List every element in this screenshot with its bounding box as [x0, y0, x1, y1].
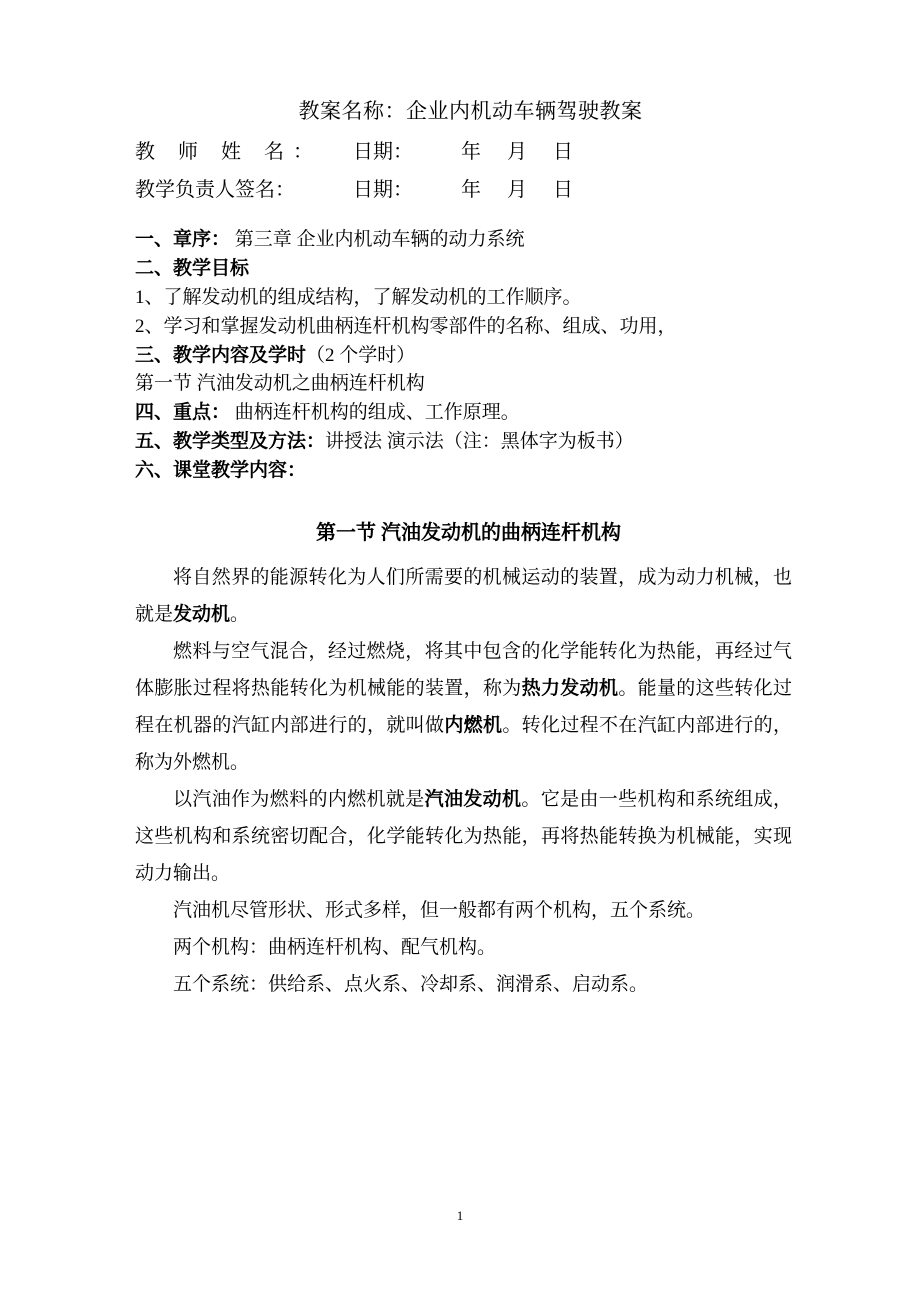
paragraph	[135, 633, 792, 781]
teacher-name-row	[135, 135, 792, 164]
outline-item-bold: 二、教学目标	[135, 257, 250, 279]
outline-item-bold: 四、重点：	[135, 402, 231, 424]
paragraph-text: 五个系统：供给系、点火系、冷却系、润滑系、启动系。	[173, 974, 649, 996]
paragraph-text: 两个机构：曲柄连杆机构、配气机构。	[173, 937, 497, 959]
outline-item-bold: 五、教学类型及方法：	[135, 431, 326, 453]
supervisor-signature-label: 教学负责人签名：	[135, 179, 295, 201]
paragraph	[135, 966, 792, 1003]
paragraph-text: 将自然界的能源转化为人们所需要的机械运动的装置，成为动力机械，也就是	[135, 566, 792, 625]
teacher-name-label: 教 师 姓 名：	[135, 141, 322, 163]
outline-item	[135, 457, 792, 486]
outline-item-bold: 三、教学内容及学时	[135, 344, 307, 366]
body-paragraphs	[135, 559, 792, 1004]
page-title: 教案名称：企业内机动车辆驾驶教案	[298, 99, 643, 123]
emphasized-term: 热力发动机	[521, 678, 619, 700]
paragraph	[135, 929, 792, 966]
supervisor-date-day: 日	[553, 179, 573, 201]
supervisor-date-month: 月	[507, 179, 527, 201]
outline-item-rest: 讲授法 演示法（注：黑体字为板书）	[325, 431, 634, 453]
paragraph-text: 。	[230, 603, 250, 625]
outline-item	[135, 342, 792, 371]
teacher-date-day: 日	[553, 141, 573, 163]
outline-item-bold: 一、章序：	[135, 229, 231, 250]
paragraph-text: 。能量的这些转化过程在机器的汽缸内部进行的，就叫做	[135, 678, 792, 737]
outline-item	[135, 255, 792, 284]
outline-item	[135, 313, 792, 342]
outline-item-rest: 2、学习和掌握发动机曲柄连杆机构零部件的名称、组成、功用，	[135, 315, 677, 337]
page-number: 1	[456, 1208, 464, 1223]
outline-item	[135, 284, 792, 313]
paragraph	[135, 559, 792, 633]
outline-item-rest: （2 个学时）	[306, 344, 416, 366]
outline-item	[135, 399, 792, 428]
paragraph-text: 燃料与空气混合，经过燃烧，将其中包含的化学能转化为热能，再经过气体膨胀过程将热能转化为机械能的装置，称为	[135, 640, 792, 700]
outline-item-rest: 1、了解发动机的组成结构，了解发动机的工作顺序。	[135, 286, 582, 308]
teacher-date-year: 年	[461, 141, 481, 163]
supervisor-date-fields	[461, 173, 599, 202]
emphasized-term: 内燃机	[444, 715, 503, 737]
supervisor-date-year: 年	[461, 179, 481, 201]
outline-item	[135, 428, 792, 457]
section-heading: 第一节 汽油发动机的曲柄连杆机构	[316, 521, 621, 544]
outline-item	[135, 370, 792, 399]
outline-item-rest: 曲柄连杆机构的组成、工作原理。	[230, 402, 520, 424]
teacher-date-month: 月	[507, 141, 527, 163]
paragraph-text: 。转化过程不在汽缸内部进行的，称为外燃机。	[135, 715, 792, 774]
paragraph	[135, 781, 792, 892]
paragraph-text: 汽油机尽管形状、形式多样，但一般都有两个机构，五个系统。	[173, 900, 706, 922]
emphasized-term: 发动机	[173, 603, 231, 625]
teacher-date-fields	[461, 135, 599, 164]
outline-item-rest: 第一节 汽油发动机之曲柄连杆机构	[135, 373, 425, 395]
paragraph	[135, 892, 792, 929]
teacher-date-label: 日期：	[353, 141, 413, 163]
outline-item-bold: 六、课堂教学内容：	[135, 460, 307, 481]
outline-item-rest: 第三章 企业内机动车辆的动力系统	[230, 229, 525, 250]
paragraph-text: 。它是由一些机构和系统组成，这些机构和系统密切配合，化学能转化为热能，再将热能转换为机械能，实现动力输出。	[135, 789, 792, 885]
supervisor-date-label: 日期：	[353, 179, 413, 201]
paragraph-text: 以汽油作为燃料的内燃机就是	[173, 789, 425, 811]
supervisor-signature-row	[135, 173, 792, 202]
outline-section	[135, 226, 792, 486]
outline-item	[135, 226, 792, 255]
emphasized-term: 汽油发动机	[424, 789, 522, 811]
